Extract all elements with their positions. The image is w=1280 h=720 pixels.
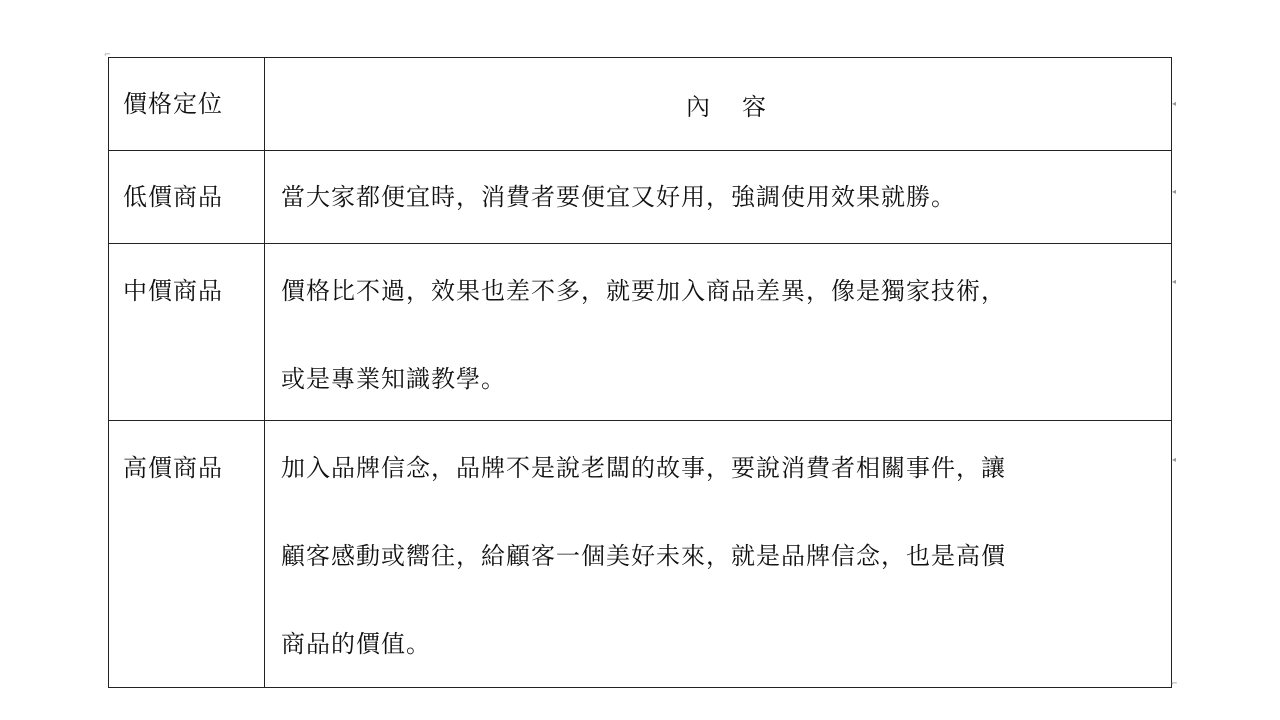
row-content-cell — [265, 244, 1172, 421]
header-label-cell — [109, 58, 265, 151]
row-content-line: 當大家都便宜時，消費者要便宜又好用，強調使用效果就勝。 — [281, 183, 956, 211]
row-label-cell — [109, 421, 265, 688]
row-end-mark: ◂ — [1172, 455, 1177, 464]
table-row-low-price — [109, 151, 1172, 244]
header-content: 內容 — [686, 92, 798, 121]
row-content-cell — [265, 151, 1172, 244]
row-label-cell — [109, 244, 265, 421]
header-content-cell — [265, 58, 1172, 151]
table-header-row — [109, 58, 1172, 151]
row-content-cell — [265, 421, 1172, 688]
row-end-mark: ◂ — [1172, 277, 1177, 286]
row-content-line: 加入品牌信念，品牌不是說老闆的故事，要說消費者相關事件，讓 — [281, 454, 1006, 482]
row-end-mark: ◂ — [1172, 187, 1177, 196]
row-label: 低價商品 — [123, 183, 223, 211]
row-content-line: 商品的價值。 — [281, 630, 431, 658]
row-content-line: 顧客感動或嚮往，給顧客一個美好未來，就是品牌信念，也是高價 — [281, 542, 1006, 570]
row-label-cell — [109, 151, 265, 244]
header-label: 價格定位 — [123, 90, 223, 118]
row-label: 中價商品 — [123, 277, 223, 305]
table-corner-mark: ⌐ — [104, 50, 111, 59]
row-content-line: 價格比不過，效果也差不多，就要加入商品差異，像是獨家技術， — [281, 277, 1006, 305]
row-label: 高價商品 — [123, 454, 223, 482]
table-row-high-price — [109, 421, 1172, 688]
table-end-mark: ⌐ — [1171, 679, 1178, 688]
row-end-mark: ◂ — [1172, 99, 1177, 108]
table-row-mid-price — [109, 244, 1172, 421]
pricing-table — [108, 57, 1172, 688]
row-content-line: 或是專業知識教學。 — [281, 365, 506, 393]
